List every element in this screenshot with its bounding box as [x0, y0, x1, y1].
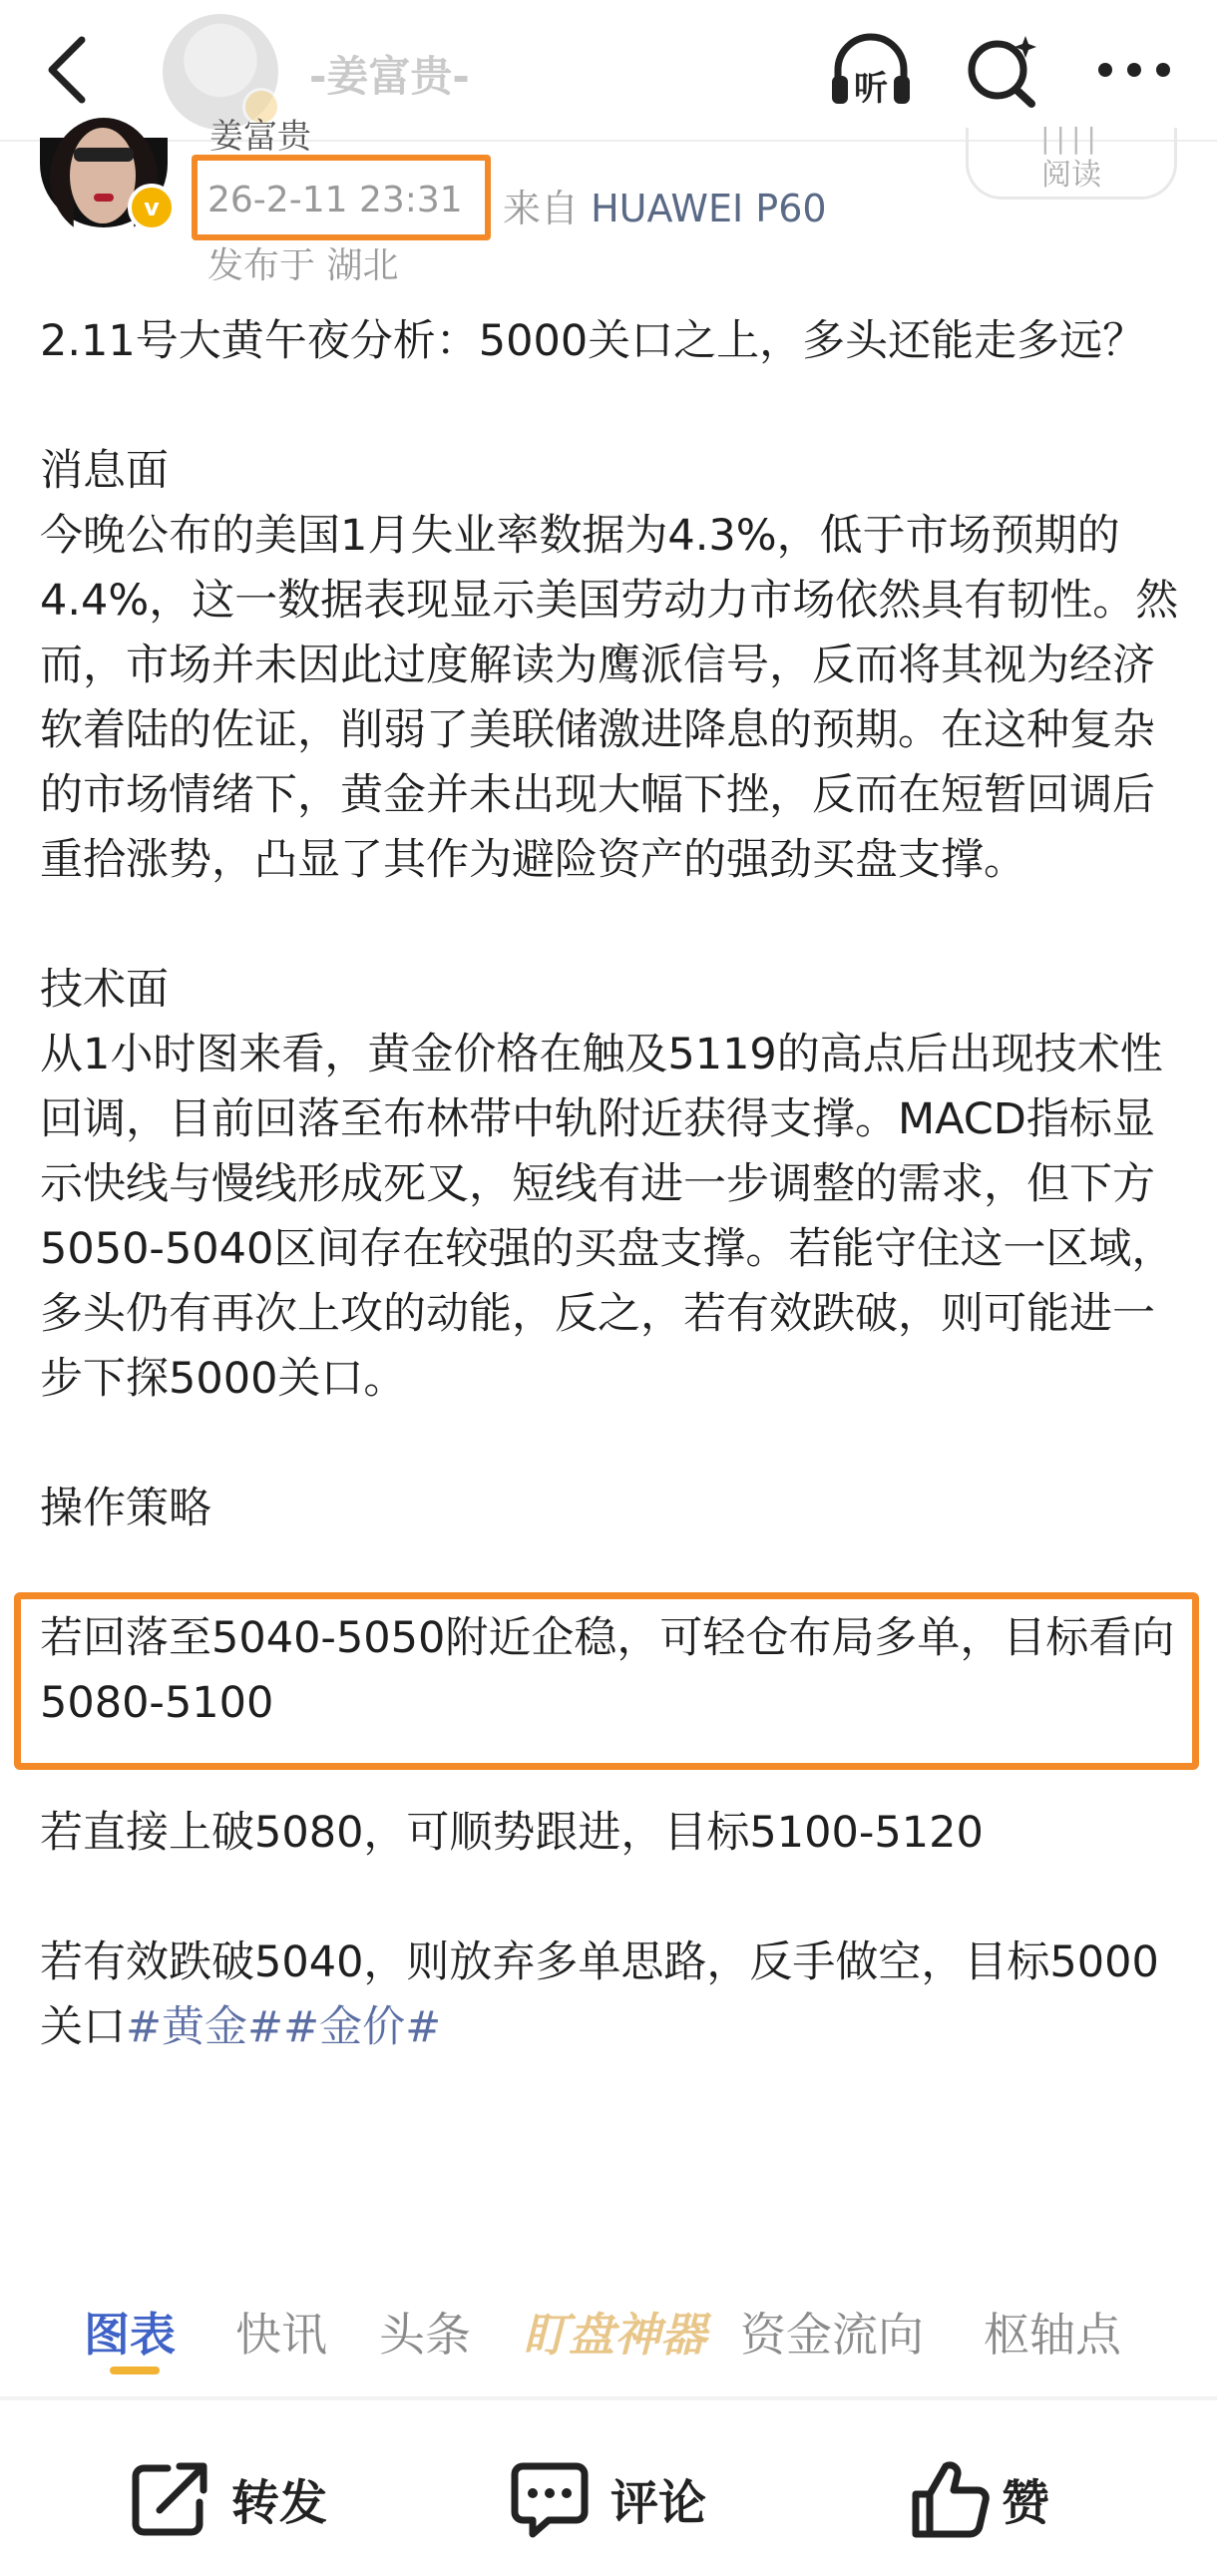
section-heading: 消息面 [40, 446, 169, 496]
section-text: 今晚公布的美国1月失业率数据为4.3%，低于市场预期的4.4%，这一数据表现显示美国劳动力市场依然具有韧性。然而，市场并未因此过度解读为鹰派信号，反而将其视为经济软着陆的佐证，削弱了美联储激进降息的预期。在这种复杂的市场情绪下，黄金并未出现大幅下挫，反而在短暂回调后重拾涨势，凸显了其作为避险资产的强劲买盘支撑。 [40, 511, 1179, 885]
bottom-action-bar [0, 2400, 1217, 2576]
search-button[interactable] [960, 30, 1045, 110]
post-timestamp: 26-2-11 23:31 [207, 180, 463, 220]
comment-button[interactable] [509, 2458, 738, 2538]
svg-text:听: 听 [854, 69, 888, 109]
top-nav-bar [0, 0, 1217, 155]
more-icon [1091, 30, 1177, 110]
repost-button[interactable] [130, 2458, 359, 2538]
active-tab-indicator [110, 2366, 160, 2374]
listen-button[interactable] [828, 30, 914, 110]
read-count: |||| [1040, 122, 1102, 155]
repost-label: 转发 [231, 2475, 328, 2531]
read-label: 阅读 [1041, 158, 1101, 193]
back-icon [40, 34, 100, 106]
like-button[interactable] [910, 2458, 1089, 2538]
post-title: 2.11号大黄午夜分析：5000关口之上，多头还能走多远？ [40, 316, 1146, 366]
strategy-line: 若回落至5040-5050附近企稳，可轻仓布局多单，目标看向5080-5100 [40, 1613, 1175, 1728]
verified-badge-icon: v [128, 184, 176, 231]
author-name[interactable]: 姜富贵 [209, 117, 311, 157]
device-name[interactable]: HUAWEI P60 [591, 187, 827, 230]
comment-label: 评论 [610, 2475, 707, 2531]
tab-headlines[interactable]: 头条 [379, 2308, 471, 2361]
tab-market-watch[interactable]: 盯盘神器 [523, 2308, 706, 2361]
post-location: 发布于 湖北 [207, 245, 399, 286]
tab-fund-flow[interactable]: 资金流向 [740, 2308, 924, 2361]
tab-flash-news[interactable]: 快讯 [235, 2308, 327, 2361]
post-source: 来自 HUAWEI P60 [503, 187, 827, 230]
repost-icon [130, 2458, 211, 2538]
more-button[interactable] [1091, 30, 1177, 110]
search-ai-icon [960, 30, 1045, 110]
market-tabs [0, 2289, 1217, 2388]
strategy-highlight-box [14, 1592, 1199, 1770]
strategy-line: 若直接上破5080，可顺势跟进，目标5100-5120 [40, 1808, 984, 1858]
read-count-badge [966, 122, 1177, 200]
back-button[interactable] [40, 34, 100, 106]
tab-chart[interactable]: 图表 [84, 2308, 176, 2361]
comment-icon [509, 2458, 591, 2538]
nav-title[interactable]: -姜富贵- [309, 52, 470, 101]
hashtag-link[interactable]: #黄金##金价# [126, 2002, 442, 2052]
section-heading: 技术面 [40, 965, 169, 1015]
section-heading: 操作策略 [40, 1484, 211, 1533]
highlighted-strategy [40, 1606, 1187, 1736]
tab-pivot-points[interactable]: 枢轴点 [984, 2308, 1121, 2361]
post-body [40, 309, 1187, 2060]
thumbs-up-icon [910, 2458, 992, 2538]
nav-avatar[interactable] [163, 14, 278, 130]
strategy-line: 若有效跌破5040，则放弃多单思路，反手做空，目标5000关口#黄金##金价# [40, 1937, 1159, 2052]
listen-icon [828, 30, 914, 110]
like-label: 赞 [1002, 2475, 1050, 2531]
section-text: 从1小时图来看，黄金价格在触及5119的高点后出现技术性回调，目前回落至布林带中轨附近获得支撑。MACD指标显示快线与慢线形成死叉，短线有进一步调整的需求，但下方5050-5040区间存在较强的买盘支撑。若能守住这一区域，多头仍有再次上攻的动能，反之，若有效跌破，则可能进一步下探5000关口。 [40, 1030, 1175, 1404]
